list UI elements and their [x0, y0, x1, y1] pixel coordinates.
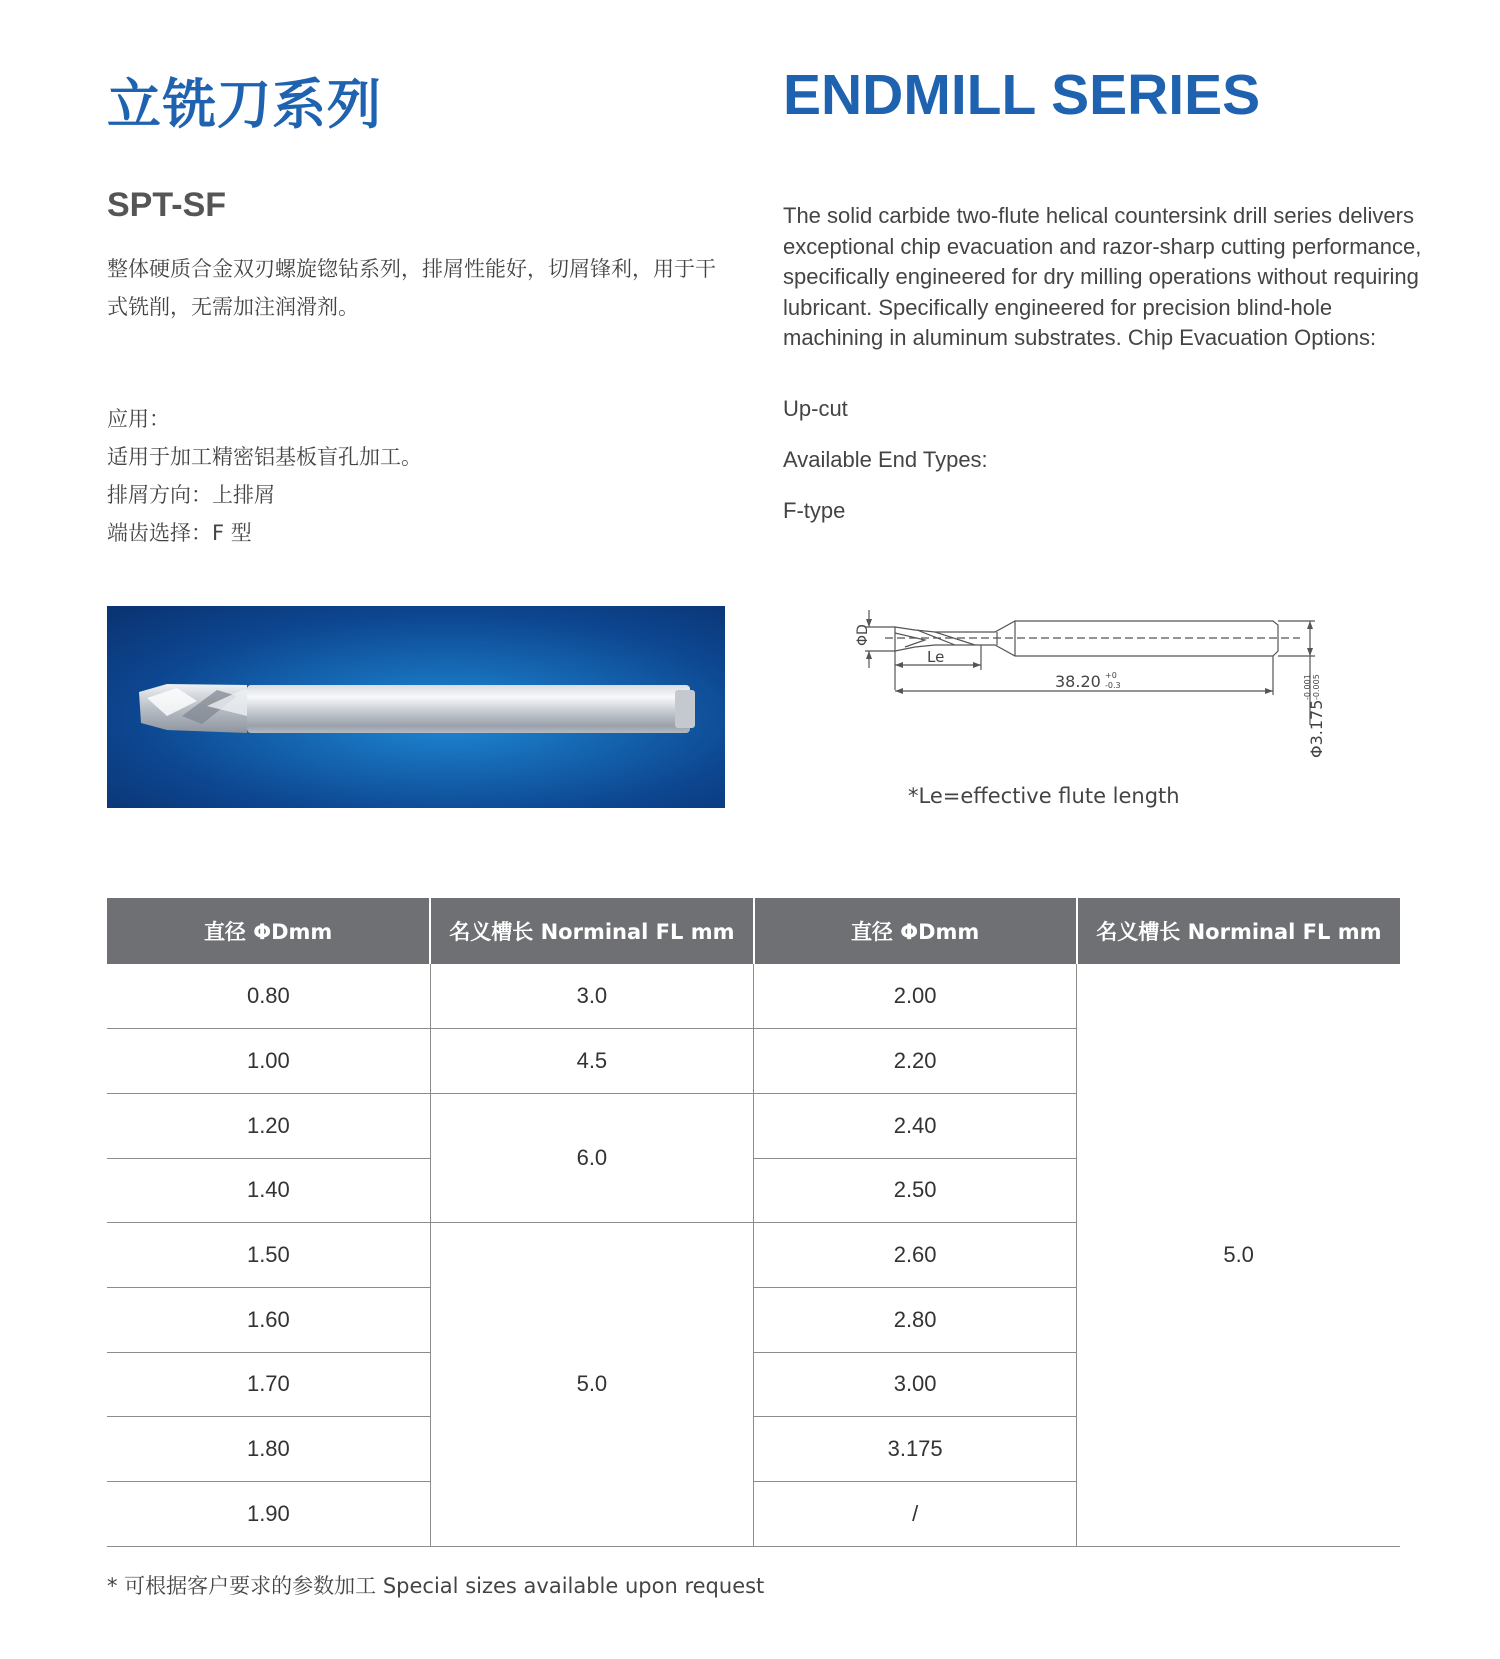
cell-diameter: 1.50	[107, 1223, 430, 1288]
cell-diameter: 3.175	[754, 1417, 1077, 1482]
drawing-shank-tol-lower: -0.005	[1312, 674, 1321, 700]
chip-direction: 排屑方向：上排屑	[107, 483, 275, 507]
end-type-chinese: 端齿选择：F 型	[107, 521, 252, 545]
application-text: 适用于加工精密铝基板盲孔加工。	[107, 445, 422, 469]
cell-flute-length: 3.0	[430, 964, 753, 1029]
cell-diameter: 1.90	[107, 1482, 430, 1547]
application-details-chinese	[107, 400, 422, 552]
header-diameter-1: 直径 ΦDmm	[107, 898, 430, 964]
drawing-length-tol-upper: +0	[1105, 671, 1117, 680]
drawing-label-le: Le	[927, 648, 945, 666]
chip-option-english: Up-cut	[783, 396, 848, 421]
cell-flute-length: 6.0	[430, 1093, 753, 1222]
title-chinese: 立铣刀系列	[107, 73, 382, 136]
cell-diameter: 2.00	[754, 964, 1077, 1029]
footnote: * 可根据客户要求的参数加工 Special sizes available upon request	[107, 1574, 765, 1598]
header-flute-length-1: 名义槽长 Norminal FL mm	[430, 898, 753, 964]
header-diameter-2: 直径 ΦDmm	[754, 898, 1077, 964]
endmill-image	[107, 606, 725, 808]
drawing-label-length: 38.20	[1055, 672, 1101, 691]
cell-diameter: 3.00	[754, 1352, 1077, 1417]
cell-diameter: 1.80	[107, 1417, 430, 1482]
drawing-label-phi-d: ΦD	[855, 624, 871, 646]
cell-flute-length: 4.5	[430, 1029, 753, 1094]
cell-diameter: 1.60	[107, 1287, 430, 1352]
drawing-label-shank: Φ3.175	[1307, 699, 1326, 758]
title-english: ENDMILL SERIES	[783, 63, 1261, 127]
description-english: The solid carbide two-flute helical countersink drill series delivers exceptional chip evacuation and razor-sharp cutting performance, specifically engineered for dry milling operations without requiring lubricant. Specifically engineered for precision blind-hole machining in aluminum substrates. Chip Evacuation Options:	[783, 203, 1422, 350]
cell-flute-length-merged: 5.0	[1077, 964, 1400, 1546]
cell-diameter: 2.60	[754, 1223, 1077, 1288]
cell-diameter: 1.70	[107, 1352, 430, 1417]
drawing-length-tol-lower: -0.3	[1105, 681, 1121, 690]
cell-diameter: /	[754, 1482, 1077, 1547]
cell-diameter: 0.80	[107, 964, 430, 1029]
cell-diameter: 2.50	[754, 1158, 1077, 1223]
application-label: 应用：	[107, 407, 170, 431]
product-photo	[107, 606, 725, 808]
drawing-note: *Le=effective flute length	[908, 784, 1180, 808]
technical-drawing	[855, 590, 1335, 780]
cell-flute-length: 5.0	[430, 1223, 753, 1546]
cell-diameter: 1.00	[107, 1029, 430, 1094]
spec-table	[107, 898, 1400, 1547]
cell-diameter: 2.40	[754, 1093, 1077, 1158]
end-types-label-english: Available End Types:	[783, 447, 988, 472]
table-header-row	[107, 898, 1400, 964]
cell-diameter: 2.80	[754, 1287, 1077, 1352]
header-flute-length-2: 名义槽长 Norminal FL mm	[1077, 898, 1400, 964]
drawing-shank-tol-upper: -0.001	[1303, 674, 1312, 700]
model-name: SPT-SF	[107, 186, 227, 224]
cell-diameter: 1.40	[107, 1158, 430, 1223]
description-chinese: 整体硬质合金双刃螺旋锪钻系列，排屑性能好，切屑锋利，用于干式铣削，无需加注润滑剂。	[107, 257, 716, 319]
end-type-english: F-type	[783, 498, 846, 523]
table-row	[107, 964, 1400, 1029]
cell-diameter: 1.20	[107, 1093, 430, 1158]
cell-diameter: 2.20	[754, 1029, 1077, 1094]
